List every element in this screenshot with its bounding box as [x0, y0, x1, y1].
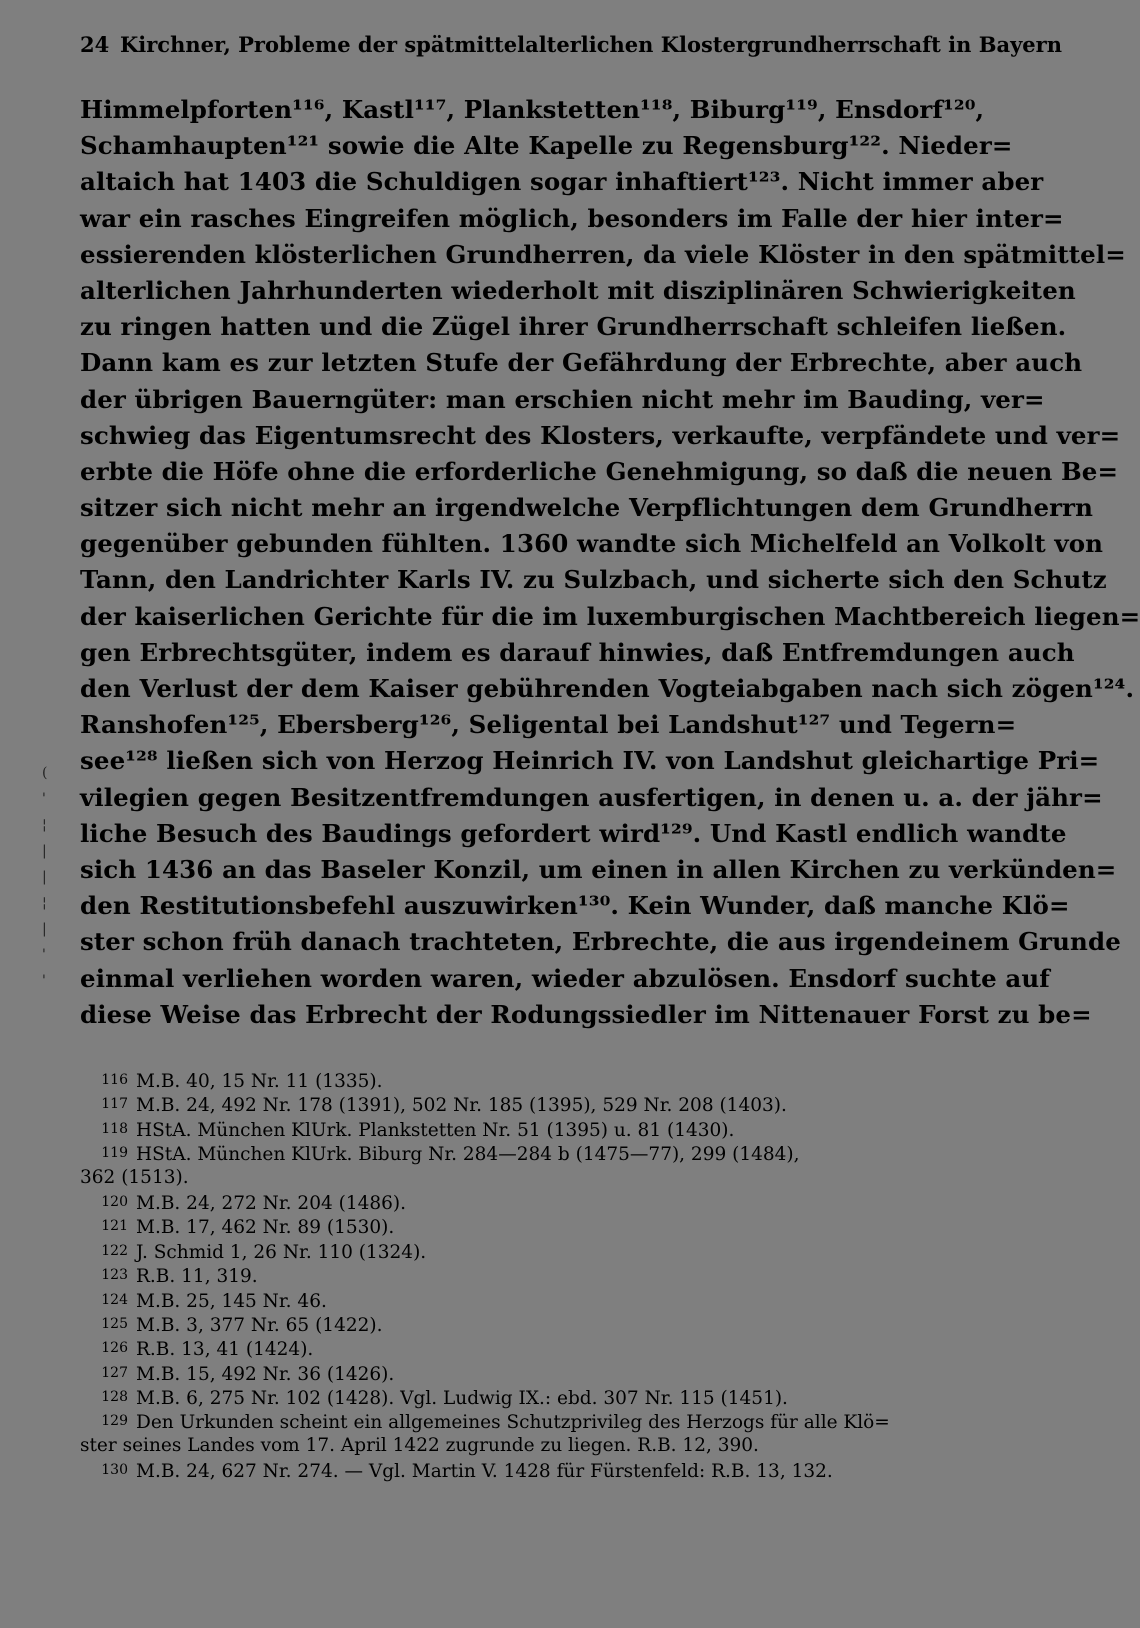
- text-line: sich 1436 an das Baseler Konzil, um einen in allen Kirchen zu verkünden=: [80, 854, 1117, 884]
- footnote-number: 120: [101, 1193, 128, 1210]
- footnote: [80, 1409, 958, 1433]
- footnote-number: 117: [101, 1096, 128, 1113]
- text-line: altaich hat 1403 die Schuldigen sogar inhaftiert¹²³. Nicht immer aber: [80, 167, 1044, 197]
- footnote-text: Den Urkunden scheint ein allgemeines Schutzprivileg des Herzogs für alle Klö=: [136, 1412, 890, 1434]
- footnote-number: 126: [101, 1340, 128, 1357]
- footnote-number: 125: [101, 1315, 128, 1332]
- footnote-text: M.B. 24, 492 Nr. 178 (1391), 502 Nr. 185 (1395), 529 Nr. 208 (1403).: [136, 1095, 787, 1117]
- footnote-number: 127: [101, 1364, 128, 1381]
- text-line: alterlichen Jahrhunderten wiederholt mit disziplinären Schwierigkeiten: [80, 275, 1076, 305]
- footnote-number: 119: [101, 1145, 128, 1162]
- footnote-text: R.B. 11, 319.: [136, 1266, 258, 1288]
- text-line: zu ringen hatten und die Zügel ihrer Grundherrschaft schleifen ließen.: [80, 312, 1067, 342]
- footnote: [80, 1361, 958, 1385]
- text-line: sitzer sich nicht mehr an irgendwelche Verpflichtungen dem Grundherrn: [80, 493, 1094, 523]
- footnote-number: 128: [101, 1389, 128, 1406]
- footnote: [80, 1336, 958, 1360]
- footnote-number: 121: [101, 1218, 128, 1235]
- footnote-number: 118: [101, 1120, 128, 1137]
- footnote: [80, 1068, 958, 1092]
- text-line: Tann, den Landrichter Karls IV. zu Sulzbach, und sicherte sich den Schutz: [80, 565, 1107, 595]
- footnote-text: M.B. 24, 272 Nr. 204 (1486).: [136, 1192, 407, 1214]
- footnote-text: M.B. 25, 145 Nr. 46.: [136, 1290, 327, 1312]
- margin-pencil-mark: ( ' ¦ | | ¦ | ' ': [42, 765, 48, 989]
- footnote-text: J. Schmid 1, 26 Nr. 110 (1324).: [136, 1241, 427, 1263]
- footnote: [80, 1214, 958, 1238]
- footnote-text: M.B. 3, 377 Nr. 65 (1422).: [136, 1314, 383, 1336]
- footnote-text: M.B. 6, 275 Nr. 102 (1428). Vgl. Ludwig IX.: ebd. 307 Nr. 115 (1451).: [136, 1388, 788, 1410]
- text-line: liche Besuch des Baudings gefordert wird¹²⁹. Und Kastl endlich wandte: [80, 818, 1067, 848]
- footnote: [80, 1092, 958, 1116]
- footnote: [80, 1263, 958, 1287]
- text-line: der kaiserlichen Gerichte für die im luxemburgischen Machtbereich liegen=: [80, 601, 1140, 631]
- main-text: [80, 92, 1140, 1033]
- footnote-text: M.B. 17, 462 Nr. 89 (1530).: [136, 1217, 395, 1239]
- footnote-number: 124: [101, 1291, 128, 1308]
- footnote: [80, 1288, 958, 1312]
- footnotes: [80, 1068, 958, 1483]
- text-line: gegenüber gebunden fühlten. 1360 wandte sich Michelfeld an Volkolt von: [80, 529, 1104, 559]
- footnote-text: HStA. München KlUrk. Biburg Nr. 284—284 b (1475—77), 299 (1484),: [136, 1144, 800, 1166]
- footnote-number: 130: [101, 1462, 128, 1479]
- text-line: erbte die Höfe ohne die erforderliche Genehmigung, so daß die neuen Be=: [80, 456, 1119, 486]
- footnote: [80, 1117, 958, 1141]
- footnote: [80, 1385, 958, 1409]
- text-line: essierenden klösterlichen Grundherren, da viele Klöster in den spätmittel=: [80, 239, 1126, 269]
- footnote: [80, 1312, 958, 1336]
- footnote-text: M.B. 40, 15 Nr. 11 (1335).: [136, 1071, 383, 1092]
- text-line: war ein rasches Eingreifen möglich, besonders im Falle der hier inter=: [80, 203, 1064, 233]
- footnote: [80, 1458, 958, 1482]
- text-line: den Restitutionsbefehl auszuwirken¹³⁰. Kein Wunder, daß manche Klö=: [80, 891, 1070, 921]
- text-line: diese Weise das Erbrecht der Rodungssiedler im Nittenauer Forst zu be=: [80, 999, 1092, 1029]
- text-line: see¹²⁸ ließen sich von Herzog Heinrich IV. von Landshut gleichartige Pri=: [80, 746, 1100, 776]
- footnote: [80, 1434, 958, 1458]
- text-line: Himmelpforten¹¹⁶, Kastl¹¹⁷, Plankstetten¹¹⁸, Biburg¹¹⁹, Ensdorf¹²⁰,: [80, 95, 985, 124]
- running-title: Kirchner, Probleme der spätmittelalterlichen Klostergrundherrschaft in Bayern: [120, 32, 1062, 57]
- footnote: [80, 1166, 958, 1190]
- footnote-text: 362 (1513).: [80, 1166, 189, 1188]
- footnote-text: M.B. 15, 492 Nr. 36 (1426).: [136, 1363, 395, 1385]
- footnote-number: 129: [101, 1413, 128, 1430]
- footnote-text: ster seines Landes vom 17. April 1422 zugrunde zu liegen. R.B. 12, 390.: [80, 1434, 759, 1456]
- running-header: [80, 32, 1062, 57]
- text-line: den Verlust der dem Kaiser gebührenden Vogteiabgaben nach sich zögen¹²⁴.: [80, 674, 1135, 703]
- text-line: Schamhaupten¹²¹ sowie die Alte Kapelle zu Regensburg¹²². Nieder=: [80, 131, 1013, 161]
- footnote-number: 123: [101, 1267, 128, 1284]
- footnote: [80, 1239, 958, 1263]
- text-line: schwieg das Eigentumsrecht des Klosters, verkaufte, verpfändete und ver=: [80, 420, 1121, 450]
- footnote: [80, 1190, 958, 1214]
- text-line: ster schon früh danach trachteten, Erbrechte, die aus irgendeinem Grunde: [80, 927, 1121, 957]
- text-line: Dann kam es zur letzten Stufe der Gefährdung der Erbrechte, aber auch: [80, 348, 1083, 378]
- footnote-text: M.B. 24, 627 Nr. 274. — Vgl. Martin V. 1428 für Fürstenfeld: R.B. 13, 132.: [136, 1461, 833, 1483]
- text-line: einmal verliehen worden waren, wieder abzulösen. Ensdorf suchte auf: [80, 963, 1050, 993]
- footnote-number: 122: [101, 1242, 128, 1259]
- footnote-text: HStA. München KlUrk. Plankstetten Nr. 51 (1395) u. 81 (1430).: [136, 1119, 735, 1141]
- page-number: 24: [80, 32, 110, 57]
- footnote-number: 116: [101, 1072, 128, 1088]
- text-line: Ranshofen¹²⁵, Ebersberg¹²⁶, Seligental bei Landshut¹²⁷ und Tegern=: [80, 710, 1017, 740]
- footnote: [80, 1141, 958, 1165]
- text-line: vilegien gegen Besitzentfremdungen ausfertigen, in denen u. a. der jähr=: [80, 782, 1103, 812]
- text-line: gen Erbrechtsgüter, indem es darauf hinwies, daß Entfremdungen auch: [80, 637, 1075, 667]
- footnote-text: R.B. 13, 41 (1424).: [136, 1339, 314, 1361]
- text-line: der übrigen Bauerngüter: man erschien nicht mehr im Bauding, ver=: [80, 384, 1045, 414]
